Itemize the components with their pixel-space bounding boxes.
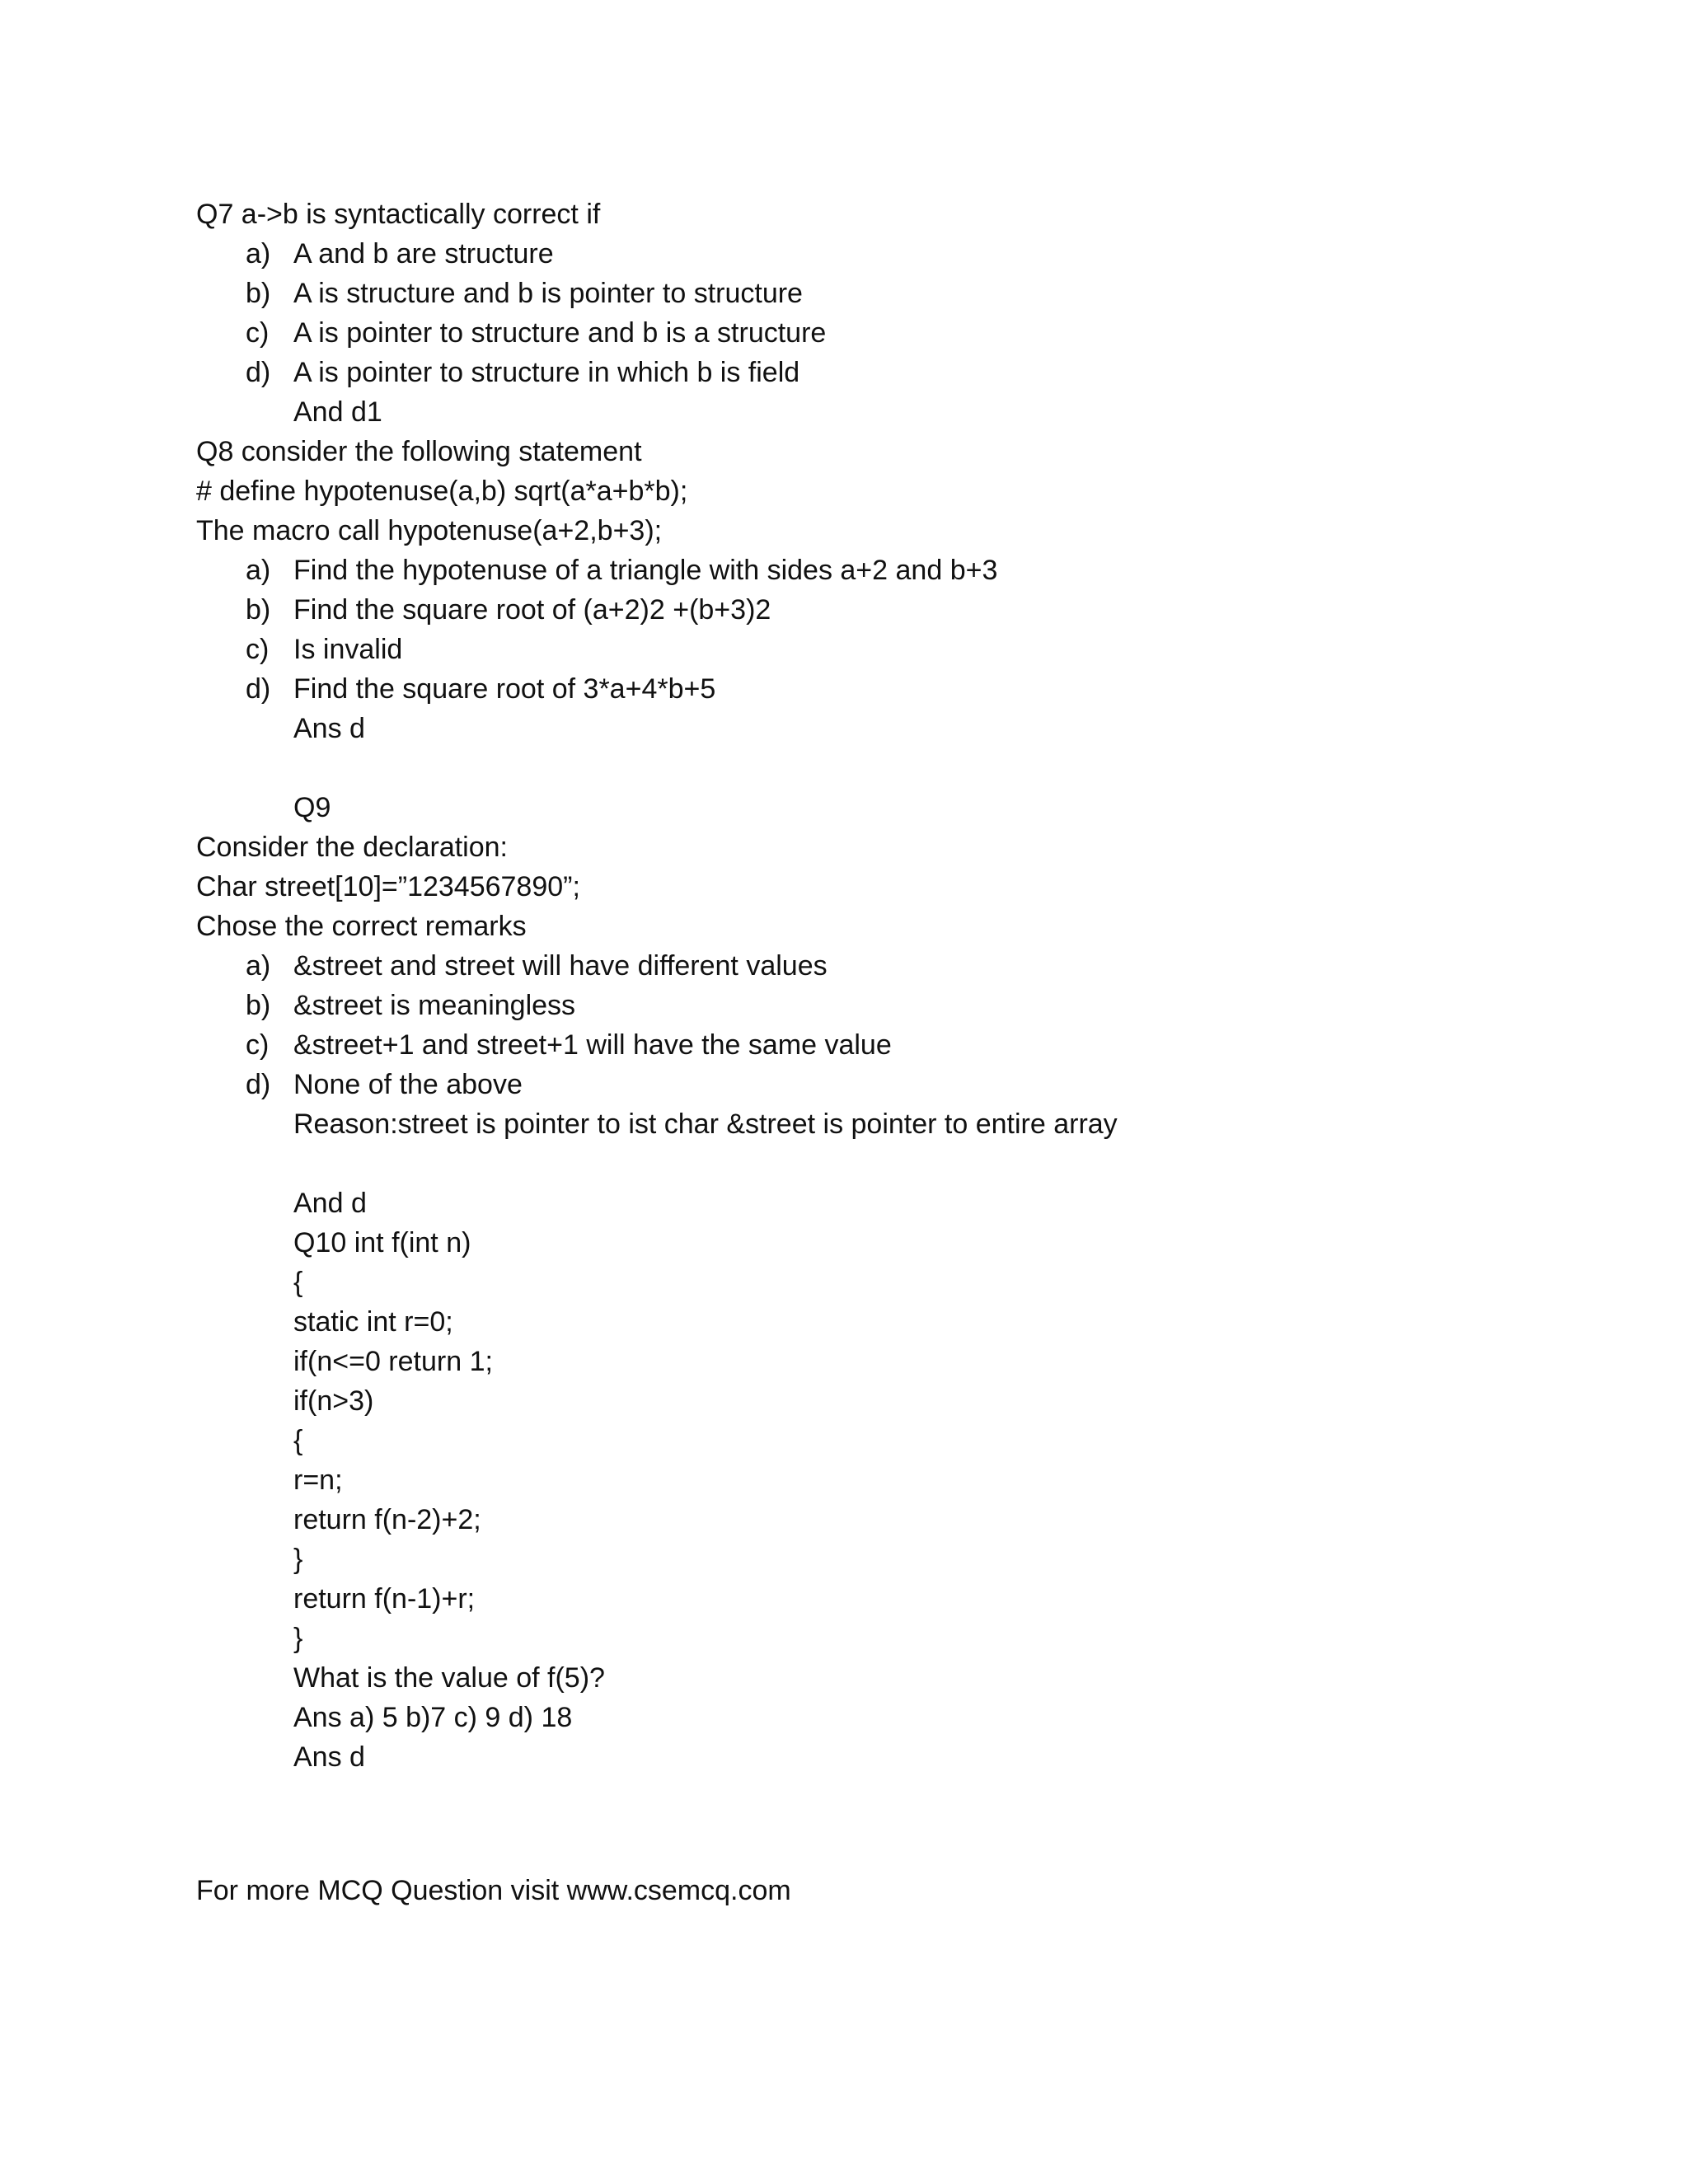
q9-option-d: None of the above — [293, 1069, 523, 1100]
q9-reason: Reason:street is pointer to ist char &street is pointer to entire array — [293, 1108, 1118, 1140]
q7-option-d-marker: d) — [246, 357, 271, 388]
q10-code-line: } — [293, 1544, 303, 1575]
q10-code-line: { — [293, 1425, 303, 1456]
q8-option-a: Find the hypotenuse of a triangle with sides a+2 and b+3 — [293, 555, 998, 586]
q7-question: Q7 a->b is syntactically correct if — [196, 199, 601, 230]
q8-option-d: Find the square root of 3*a+4*b+5 — [293, 673, 716, 705]
q8-option-b-marker: b) — [246, 594, 271, 626]
q9-option-c: &street+1 and street+1 will have the same value — [293, 1029, 892, 1061]
q10-code-line: Q10 int f(int n) — [293, 1227, 471, 1258]
q10-code-line: r=n; — [293, 1465, 343, 1496]
q8-option-d-marker: d) — [246, 673, 271, 705]
q9-code: Char street[10]=”1234567890”; — [196, 871, 580, 902]
q7-option-b-marker: b) — [246, 278, 271, 309]
q8-option-a-marker: a) — [246, 555, 271, 586]
q8-question: Q8 consider the following statement — [196, 436, 642, 467]
q9-option-a: &street and street will have different values — [293, 950, 828, 982]
q9-option-b: &street is meaningless — [293, 990, 576, 1021]
q8-option-c: Is invalid — [293, 634, 403, 665]
q9-option-b-marker: b) — [246, 990, 271, 1021]
q9-option-d-marker: d) — [246, 1069, 271, 1100]
q7-option-c: A is pointer to structure and b is a structure — [293, 317, 827, 349]
q10-question: What is the value of f(5)? — [293, 1662, 605, 1694]
q7-option-c-marker: c) — [246, 317, 270, 349]
q8-call: The macro call hypotenuse(a+2,b+3); — [196, 515, 663, 546]
q10-code-line: { — [293, 1267, 303, 1298]
q9-intro: Consider the declaration: — [196, 832, 509, 863]
q9-option-a-marker: a) — [246, 950, 271, 982]
q7-option-a-marker: a) — [246, 238, 271, 269]
q10-code-line: } — [293, 1623, 303, 1654]
q7-answer: And d1 — [293, 396, 382, 428]
q9-answer: And d — [293, 1188, 367, 1219]
q10-code-line: if(n>3) — [293, 1385, 374, 1417]
q10-code-line: return f(n-2)+2; — [293, 1504, 481, 1535]
q8-option-b: Find the square root of (a+2)2 +(b+3)2 — [293, 594, 771, 626]
q9-label: Q9 — [293, 792, 331, 823]
footer-text: For more MCQ Question visit www.csemcq.com — [196, 1875, 791, 1906]
q10-code-line: return f(n-1)+r; — [293, 1583, 476, 1615]
q10-choices: Ans a) 5 b)7 c) 9 d) 18 — [293, 1702, 573, 1733]
q8-answer: Ans d — [293, 713, 365, 744]
q7-option-d: A is pointer to structure in which b is field — [293, 357, 800, 388]
q8-option-c-marker: c) — [246, 634, 270, 665]
q10-code-line: static int r=0; — [293, 1306, 453, 1338]
q9-option-c-marker: c) — [246, 1029, 270, 1061]
q9-prompt: Chose the correct remarks — [196, 911, 527, 942]
q7-option-a: A and b are structure — [293, 238, 554, 269]
q10-answer: Ans d — [293, 1741, 365, 1773]
q8-code: # define hypotenuse(a,b) sqrt(a*a+b*b); — [196, 476, 688, 507]
q7-option-b: A is structure and b is pointer to structure — [293, 278, 803, 309]
q10-code-line: if(n<=0 return 1; — [293, 1346, 493, 1377]
